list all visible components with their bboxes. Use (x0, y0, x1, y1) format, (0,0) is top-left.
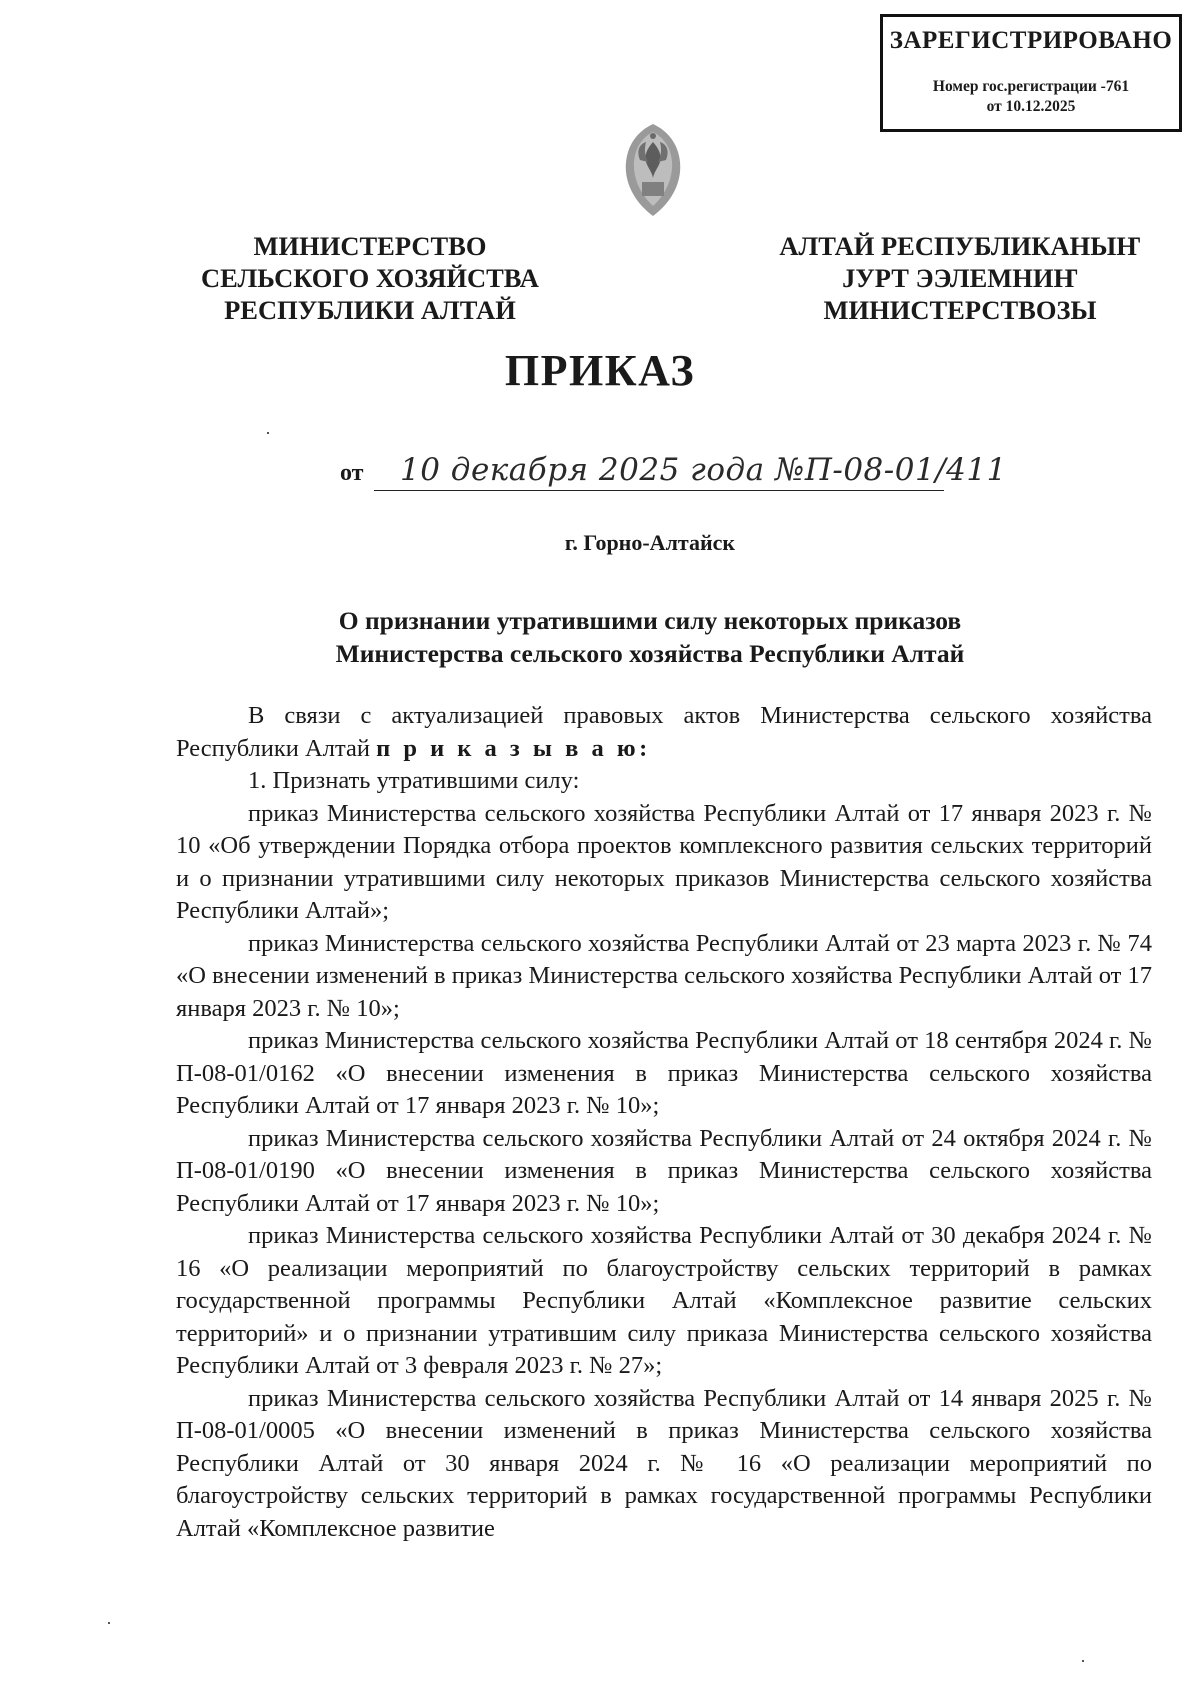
order-subject-line: Министерства сельского хозяйства Республики Алтай (335, 639, 965, 668)
ministry-name-alt-line: АЛТАЙ РЕСПУБЛИКАНЫҤ (779, 231, 1141, 261)
registration-stamp (880, 14, 1182, 132)
intro-text: В связи с актуализацией правовых актов Министерства сельского хозяйства Республики Алтай (176, 702, 1152, 762)
scan-speck (267, 432, 269, 434)
ministry-name-alt-line: МИНИСТЕРСТВОЗЫ (823, 295, 1097, 325)
ministry-name-alt-line: ЈУРТ ЭЭЛЕМНИҤ (842, 263, 1078, 293)
stamp-title: ЗАРЕГИСТРИРОВАНО (889, 27, 1173, 54)
stamp-registration-date: от 10.12.2025 (986, 98, 1076, 115)
order-body (176, 700, 1152, 1545)
coat-of-arms-icon (618, 120, 688, 220)
order-list-item: приказ Министерства сельского хозяйства Республики Алтай от 14 января 2025 г. № П-08-01/0005 «О внесении изменений в приказ Министерства сельского хозяйства Республики Алтай от 30 января 2024 г. № 16 «О реализации мероприятий по благоустройству сельских территорий в рамках государственной программы Республики Алтай «Комплексное развитие (176, 1384, 1152, 1542)
order-list-item: приказ Министерства сельского хозяйства Республики Алтай от 18 сентября 2024 г. № П-08-01/0162 «О внесении изменения в приказ Министерства сельского хозяйства Республики Алтай от 17 января 2023 г. № 10»; (176, 1027, 1152, 1119)
ministry-name-ru-line: МИНИСТЕРСТВО (253, 231, 487, 261)
document-title: ПРИКАЗ (504, 346, 696, 395)
date-underline (374, 490, 944, 491)
intro-colon: : (639, 734, 651, 762)
order-subject-line: О признании утратившими силу некоторых приказов (338, 606, 962, 635)
intro-order-word: п р и к а з ы в а ю (376, 734, 640, 762)
stamp-registration-number: Номер гос.регистрации -761 (932, 78, 1130, 95)
order-list-item: приказ Министерства сельского хозяйства Республики Алтай от 24 октября 2024 г. № П-08-01/0190 «О внесении изменения в приказ Министерства сельского хозяйства Республики Алтай от 17 января 2023 г. № 10»; (176, 1124, 1152, 1217)
ministry-name-altai (750, 230, 1170, 326)
scan-speck (1082, 1660, 1084, 1662)
item-1-paragraph: 1. Признать утратившими силу: (248, 767, 580, 794)
order-list-item: приказ Министерства сельского хозяйства Республики Алтай от 23 марта 2023 г. № 74 «О внесении изменений в приказ Министерства сельского хозяйства Республики Алтай от 17 января 2023 г. № 10»; (176, 929, 1152, 1022)
handwritten-date-number: 10 декабря 2025 года №П-08-01/411 (400, 452, 1007, 488)
order-list-item: приказ Министерства сельского хозяйства Республики Алтай от 17 января 2023 г. № 10 «Об утверждении Порядка отбора проектов комплексного развития сельских территорий и о признании утратившими силу некоторых приказов Министерства сельского хозяйства Республики Алтай»; (176, 799, 1152, 924)
intro-paragraph (176, 700, 1152, 765)
order-subject (0, 604, 1200, 670)
ministry-name-russian (170, 230, 570, 326)
order-list-item: приказ Министерства сельского хозяйства Республики Алтай от 30 декабря 2024 г. № 16 «О реализации мероприятий по благоустройству сельских территорий в рамках государственной программы Республики Алтай «Комплексное развитие сельских территорий» и о признании утратившим силу приказа Министерства сельского хозяйства Республики Алтай от 3 февраля 2023 г. № 27»; (176, 1222, 1152, 1379)
ministry-name-ru-line: РЕСПУБЛИКИ АЛТАЙ (224, 295, 516, 325)
scan-speck (108, 1622, 110, 1624)
city-name: г. Горно-Алтайск (564, 530, 736, 555)
ministry-name-ru-line: СЕЛЬСКОГО ХОЗЯЙСТВА (201, 263, 539, 293)
date-prefix: от (340, 460, 364, 486)
order-date-row (340, 452, 1007, 492)
